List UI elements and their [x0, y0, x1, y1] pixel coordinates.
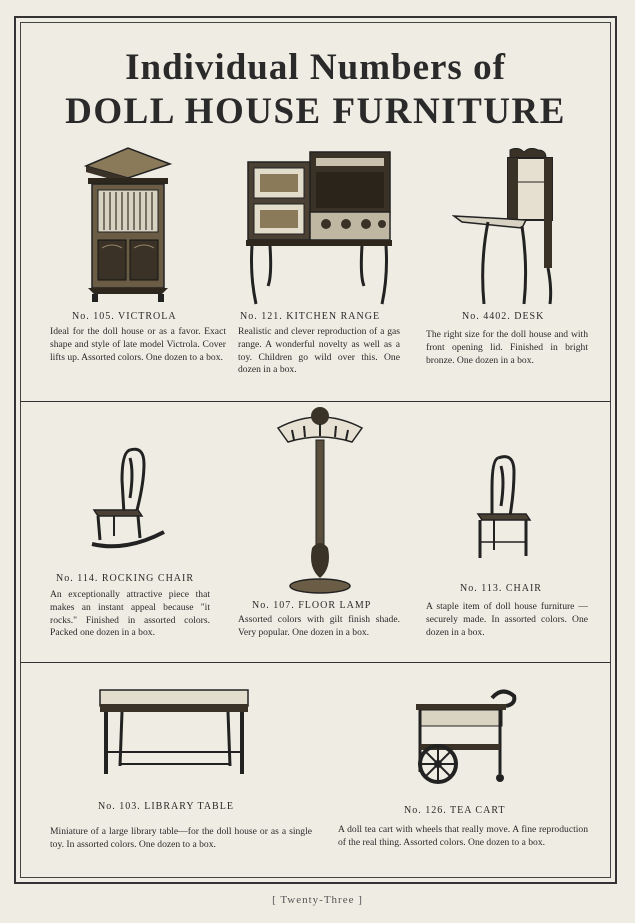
rocking-chair-icon: [90, 444, 166, 554]
item-description: A doll tea cart with wheels that really move. A fine reproduction of the real thing. Assorted colors. One dozen to a box.: [338, 824, 588, 848]
item-caption: No. 103. LIBRARY TABLE: [98, 801, 234, 812]
item-caption: No. 105. VICTROLA: [72, 311, 177, 322]
item-caption: No. 113. CHAIR: [460, 583, 542, 594]
item-caption: No. 114. ROCKING CHAIR: [56, 573, 195, 584]
item-description: A staple item of doll house furniture — securely made. In assorted colors. One dozen in a box.: [426, 601, 588, 638]
item-description: Ideal for the doll house or as a favor. Exact shape and style of late model Victrola. Cover lifts up. Assorted colors. One dozen to a box.: [50, 326, 226, 363]
item-description: Assorted colors with gilt finish shade. Very popular. One dozen in a box.: [238, 614, 400, 638]
item-caption: No. 126. TEA CART: [404, 805, 506, 816]
item-description: Realistic and clever reproduction of a gas range. A wonderful novelty as well as a toy. Children go wild over this. One dozen in a box.: [238, 326, 400, 376]
item-caption: No. 107. FLOOR LAMP: [252, 600, 372, 611]
item-description: Miniature of a large library table—for the doll house or as a single toy. In assorted colors. One dozen to a box.: [50, 826, 312, 850]
section-divider: [20, 401, 611, 402]
item-caption: No. 4402. DESK: [462, 311, 545, 322]
kitchen-range-icon: [244, 148, 394, 308]
page-title-line1: Individual Numbers of: [125, 47, 506, 88]
floor-lamp-icon: [274, 406, 366, 598]
page-number: [ Twenty-Three ]: [272, 894, 363, 906]
tea-cart-icon: [408, 688, 520, 788]
item-description: The right size for the doll house and with front opening lid. Finished in bright bronze. One dozen in a box.: [426, 329, 588, 366]
section-divider: [20, 662, 611, 663]
chair-icon: [474, 452, 536, 562]
page-title-line2: DOLL HOUSE FURNITURE: [65, 91, 566, 132]
library-table-icon: [96, 682, 252, 782]
victrola-icon: [80, 144, 176, 304]
desk-icon: [452, 148, 562, 306]
item-description: An exceptionally attractive piece that makes an instant appeal because "it rocks." Finished in assorted colors. Packed one dozen in a box.: [50, 589, 210, 639]
item-caption: No. 121. KITCHEN RANGE: [240, 311, 381, 322]
